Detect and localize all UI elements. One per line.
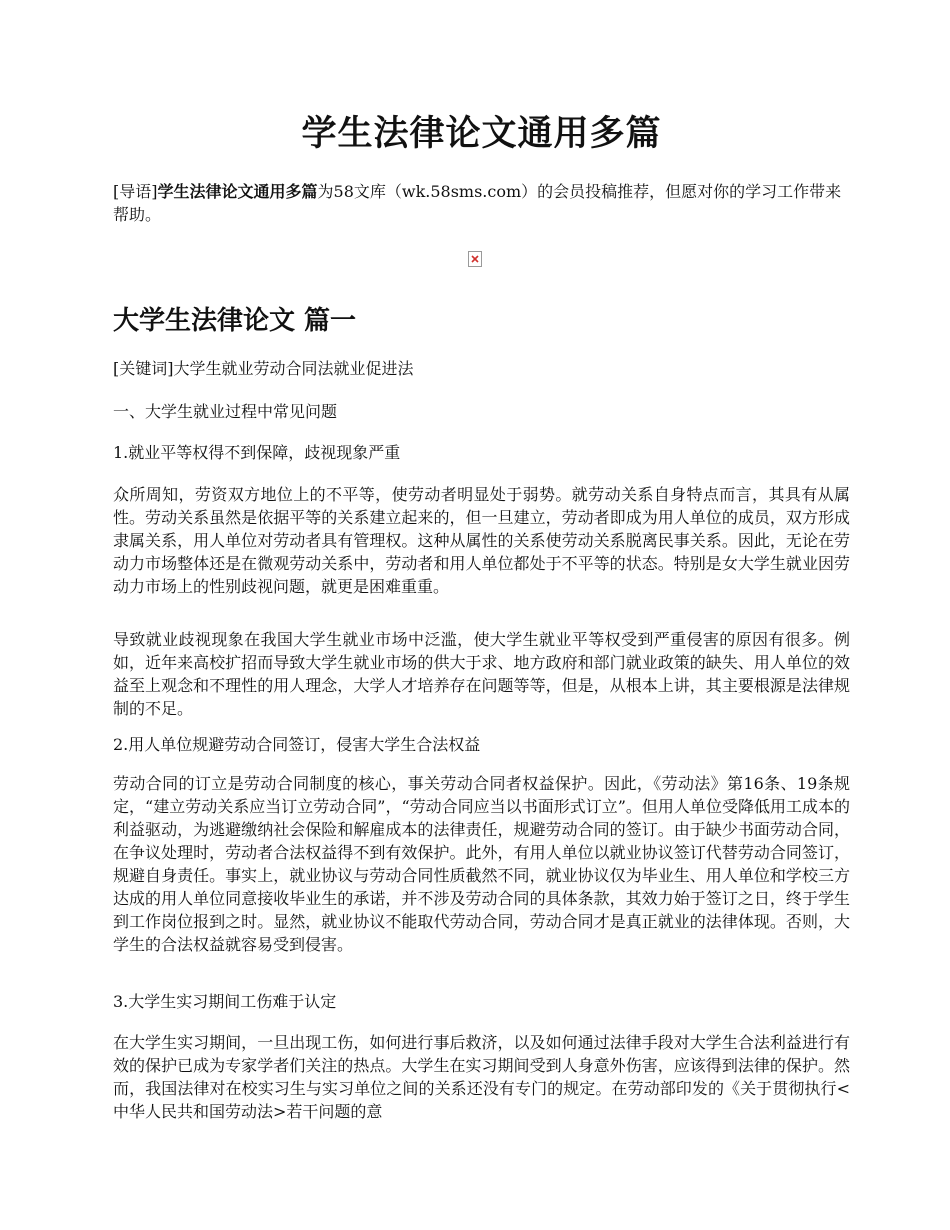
keywords-paragraph: [关键词]大学生就业劳动合同法就业促进法 [113,359,414,378]
intro-paragraph [113,180,850,226]
intro-prefix: [导语] [113,182,158,201]
subheading-internship-injury: 3.大学生实习期间工伤难于认定 [113,992,337,1011]
subheading-contract-avoidance: 2.用人单位规避劳动合同签订，侵害大学生合法权益 [113,735,481,754]
body-paragraph: 在大学生实习期间，一旦出现工伤，如何进行事后救济，以及如何通过法律手段对大学生合法利益进行有效的保护已成为专家学者们关注的热点。大学生在实习期间受到人身意外伤害，应该得到法律的保护。然而，我国法律对在校实习生与实习单位之间的关系还没有专门的规定。在劳动部印发的《关于贯彻执行<中华人民共和国劳动法>若干问题的意 [113,1033,850,1121]
body-paragraph: 导致就业歧视现象在我国大学生就业市场中泛滥，使大学生就业平等权受到严重侵害的原因有很多。例如，近年来高校扩招而导致大学生就业市场的供大于求、地方政府和部门就业政策的缺失、用人单位的效益至上观念和不理性的用人理念，大学人才培养存在问题等等，但是，从根本上讲，其主要根源是法律规制的不足。 [113,630,850,718]
body-paragraph: 劳动合同的订立是劳动合同制度的核心，事关劳动合同者权益保护。因此，《劳动法》第16条、19条规定，“建立劳动关系应当订立劳动合同”，“劳动合同应当以书面形式订立”。但用人单位受降低用工成本的利益驱动，为逃避缴纳社会保险和解雇成本的法律责任，规避劳动合同的签订。由于缺少书面劳动合同，在争议处理时，劳动者合法权益得不到有效保护。此外，有用人单位以就业协议签订代替劳动合同签订，规避自身责任。事实上，就业协议与劳动合同性质截然不同，就业协议仅为毕业生、用人单位和学校三方达成的用人单位同意接收毕业生的承诺，并不涉及劳动合同的具体条款，其效力始于签订之日，终于学生到工作岗位报到之时。显然，就业协议不能取代劳动合同，劳动合同才是真正就业的法律体现。否则，大学生的合法权益就容易受到侵害。 [113,774,850,954]
broken-image-icon [468,251,482,267]
intro-rest: 为58文库（wk.58sms.com）的会员投稿推荐，但愿对你的学习工作带来帮助。 [113,182,842,224]
document-title: 学生法律论文通用多篇 [301,113,662,154]
subheading-common-problems: 一、大学生就业过程中常见问题 [113,402,338,421]
subheading-equality-rights: 1.就业平等权得不到保障，歧视现象严重 [113,443,401,462]
section-heading: 大学生法律论文 篇一 [113,306,357,336]
body-paragraph: 众所周知，劳资双方地位上的不平等，使劳动者明显处于弱势。就劳动关系自身特点而言，其具有从属性。劳动关系虽然是依据平等的关系建立起来的，但一旦建立，劳动者即成为用人单位的成员，双方形成隶属关系，用人单位对劳动者具有管理权。这种从属性的关系使劳动关系脱离民事关系。因此，无论在劳动力市场整体还是在微观劳动关系中，劳动者和用人单位都处于不平等的状态。特别是女大学生就业因劳动力市场上的性别歧视问题，就更是困难重重。 [113,485,850,596]
intro-bold-title: 学生法律论文通用多篇 [157,182,318,201]
